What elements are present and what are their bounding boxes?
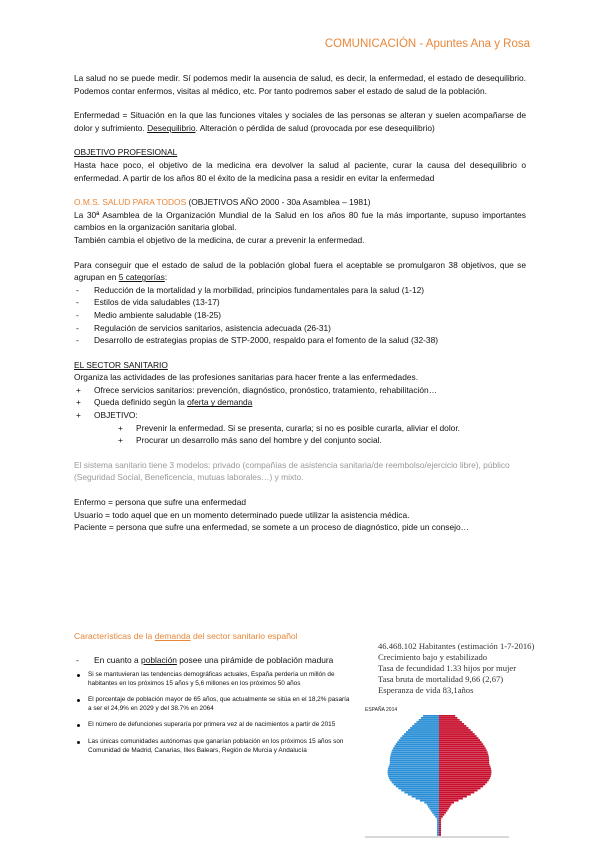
sector-heading: EL SECTOR SANITARIO [74,359,168,370]
list-item: El porcentaje de población mayor de 65 años, que actualmente se sitúa en el 18,2% pasaría a ser el 24,9% en 2029 y del 38.7% en 2064 [74,696,350,713]
pyramid-bar-female [439,765,490,767]
pyramid-bar-male [427,804,439,806]
caracteristicas-heading [74,631,350,641]
sector-item-3: OBJETIVO: [94,410,138,421]
pyramid-bar-female [439,759,489,761]
pyramid-bar-male [408,729,439,731]
oms-heading-rest: (OBJETIVOS AÑO 2000 - 30a Asamblea – 1981) [186,197,371,208]
pyramid-bar-male [434,814,439,816]
pyramid-bar-male [437,822,439,824]
demanda-term: demanda [154,631,191,641]
pyramid-bar-male [388,776,439,778]
pyramid-bar-male [400,737,439,739]
pyramid-bar-male [404,792,439,794]
pyramid-bar-female [439,753,488,755]
pyramid-bar-male [396,786,439,788]
pyramid-bar-male [437,824,439,826]
plus-marker: + [76,410,81,421]
list-item [74,409,526,447]
pyramid-bar-male [389,778,439,780]
modelos-text: El sistema sanitario tiene 3 modelos: privado (compañías de asistencia sanitaria/de reembolso/ejercicio libre), público (Seguridad Social, Beneficencia, mutuas laborales…) y mixto. [74,459,510,483]
pyramid-bar-female [439,761,489,763]
pyramid-bar-female [439,757,489,759]
pyramid-bar-female [439,808,449,810]
pyramid-bar-female [439,755,489,757]
stat-line: 46.468.102 Habitantes (estimación 1-7-2016) [378,641,535,651]
pyramid-bar-male [399,739,439,741]
pyramid-bar-male [437,830,439,832]
pyramid-bar-male [390,759,439,761]
pyramid-bar-male [423,715,439,717]
list-item [74,396,526,409]
pyramid-bar-female [439,826,441,828]
pyramid-bar-male [388,773,439,775]
pyramid-bar-male [408,794,439,796]
page-header-title: COMUNICACIÓN - Apuntes Ana y Rosa [324,38,530,50]
pyramid-bar-male [392,782,439,784]
pyramid-bar-female [439,798,463,800]
poblacion-line [74,655,350,665]
list-item: Las únicas comunidades autónomas que ganarían población en los próximos 15 años son Comunidad de Madrid, Canarias, Illes Balears, Región de Murcia y Andalucía [74,738,350,755]
stat-line: Tasa bruta de mortalidad 9,66 (2,67) [378,674,504,684]
pyramid-bar-female [439,717,457,719]
oms-text-1: La 30ª Asamblea de la Organización Mundial de la Salud en los años 80 fue la más importante, supuso importantes cambios en la organización sanitaria global. [74,209,526,233]
heading-part-b: del sector sanitario español [190,631,298,641]
objetivo-heading: OBJETIVO PROFESIONAL [74,147,178,158]
pyramid-bar-female [439,818,441,820]
pyramid-bar-male [437,832,439,834]
pyramid-bar-female [439,747,486,749]
pyramid-bar-male [435,816,439,818]
pyramid-bar-male [402,735,439,737]
pyramid-bar-male [390,780,439,782]
pyramid-bar-male [414,723,439,725]
pyramid-bar-male [397,741,439,743]
pyramid-bar-female [439,771,491,773]
pyramid-bar-male [396,743,439,745]
pyramid-bar-female [439,806,450,808]
pyramid-bar-female [439,822,441,824]
pyramid-bar-male [412,796,439,798]
pyramid-bar-male [401,790,439,792]
pyramid-bar-female [439,786,483,788]
list-item [94,422,526,435]
stat-line: Esperanza de vida 83,1años [378,685,474,695]
pyramid-bar-female [439,796,467,798]
pyramid-bar-male [394,745,439,747]
sector-item-1: Ofrece servicios sanitarios: prevención, diagnóstico, pronóstico, tratamiento, rehabilitación… [94,384,438,395]
list-item [94,434,526,447]
pyramid-bar-male [388,769,439,771]
pyramid-bar-female [439,802,454,804]
pyramid-bar-female [439,814,444,816]
pyramid-bar-male [391,751,439,753]
pyramid-bar-male [398,788,439,790]
list-item [74,384,526,397]
intro-paragraph: La salud no se puede medir. Sí podemos medir la ausencia de salud, es decir, la enfermedad, el estado de desequilibrio. Podemos contar enfermos, visitas al médico, etc. Por tanto podremos saber el estado de salud de la población. [74,73,526,96]
list-item: - Medio ambiente saludable (18-25) [74,309,526,322]
pyramid-bar-female [439,735,477,737]
pyramid-bar-female [439,776,491,778]
pyramid-bar-female [439,739,480,741]
pyramid-bar-male [416,798,439,800]
pyramid-label: ESPAÑA 2014 [365,707,398,713]
pyramid-bar-male [437,834,439,836]
pyramid-bar-male [417,721,439,723]
pyramid-bar-female [439,832,441,834]
enfermedad-definition [74,109,526,134]
categories-list [74,284,526,347]
pyramid-bar-female [439,749,487,751]
plus-marker: + [118,435,123,446]
desequilibrio-text: . Alteración o pérdida de salud (provocada por ese desequilibrio) [195,122,435,133]
pyramid-bar-female [439,743,483,745]
sector-list [74,384,526,447]
pyramid-bar-female [439,731,473,733]
oms-text-3 [74,259,526,284]
pyramid-bar-female [439,737,478,739]
enfermedad-text: Enfermedad = Situación en la que las funciones vitales y sociales de las personas se alteran y suelen acompañarse de dolor y sufrimiento. [74,110,526,133]
oms-heading-orange: O.M.S. SALUD PARA TODOS [74,197,187,208]
pyramid-bar-female [439,763,489,765]
enfermo-definition: Enfermo = persona que sufre una enfermedad [74,497,247,508]
stat-line: Tasa de fecundidad 1.33 hijos por mujer [378,663,517,673]
sector-text: Organiza las actividades de las profesiones sanitarias para hacer frente a las enfermedades. [74,372,419,383]
objetivo-sub-2: Procurar un desarrollo más sano del hombre y del conjunto social. [136,435,382,446]
pyramid-bar-female [439,828,441,830]
plus-marker: + [76,397,81,408]
pyramid-bar-female [439,751,488,753]
oms-heading [74,196,526,209]
list-item: - Desarrollo de estrategias propias de STP-2000, respaldo para el fomento de la salud (32-38) [74,334,526,347]
categorias-term: 5 categorías [118,272,165,283]
pyramid-bar-female [439,745,484,747]
pyramid-bar-female [439,741,482,743]
pyramid-bar-female [439,729,471,731]
objetivo-text: Hasta hace poco, el objetivo de la medicina era devolver la salud al paciente, curar la causa del desequilibrio o enfermedad. A partir de los años 80 el éxito de la medicina pasa a residir en evitar la enfermedad [74,159,526,183]
pyramid-bar-male [393,747,439,749]
pyramid-bar-male [390,761,439,763]
sector-item-2: Queda definido según la [94,397,188,408]
list-item: - Reducción de la mortalidad y la morbilidad, principios fundamentales para la salud (1-12) [74,284,526,297]
stat-line: Crecimiento bajo y estabilizado [378,652,488,662]
pyramid-bar-male [428,806,439,808]
document-body [74,72,526,534]
poblacion-b: posee una pirámide de población madura [176,655,334,665]
pyramid-bar-female [439,820,441,822]
pyramid-bar-female [439,727,469,729]
pyramid-bar-male [421,717,439,719]
pyramid-bar-female [439,780,489,782]
objetivo-sub-1: Prevenir la enfermedad. Si se presenta, curarla; si no es posible curarla, aliviar el dolor. [136,422,460,433]
list-item: Si se mantuvieran las tendencias demográficas actuales, España perdería un millón de habitantes en los próximos 15 años y 5,6 millones en los próximos 50 años [74,671,350,688]
pyramid-bar-female [439,794,471,796]
pyramid-bar-female [439,778,490,780]
pyramid-bar-male [432,812,439,814]
pyramid-bar-male [392,749,439,751]
pyramid-bar-female [439,715,455,717]
list-item: El número de defunciones superaría por primera vez al de nacimientos a partir de 2015 [74,721,350,730]
oms-text-3a: Para conseguir que el estado de salud de la población global fuera el aceptable se promulgaron 38 objetivos, que se agrupan en [74,259,526,283]
pyramid-bar-male [390,763,439,765]
stats-block [378,641,558,696]
pyramid-bar-male [390,757,439,759]
plus-marker: + [76,384,81,395]
pyramid-bar-male [437,826,439,828]
pyramid-bar-male [419,719,439,721]
pyramid-bar-female [439,784,485,786]
pyramid-bar-female [439,782,487,784]
demografia-bullets [74,671,350,755]
pyramid-bar-male [437,818,439,820]
pyramid-bar-male [388,771,439,773]
oms-text-3b: : [164,272,168,283]
plus-marker: + [118,422,123,433]
pyramid-bar-male [429,808,439,810]
pyramid-bar-male [390,755,439,757]
pyramid-bar-male [394,784,439,786]
pyramid-bar-female [439,733,475,735]
pyramid-bar-female [439,800,459,802]
pyramid-bar-male [437,820,439,822]
pyramid-bar-male [404,733,439,735]
pyramid-bar-female [439,723,464,725]
pyramid-bar-female [439,816,443,818]
heading-part-a: Características de la [74,631,155,641]
pyramid-bar-female [439,719,460,721]
demanda-left-column [74,631,350,763]
oferta-demanda-term: oferta y demanda [187,397,253,408]
population-pyramid-image [361,703,513,843]
pyramid-bar-male [424,802,439,804]
pyramid-bar-male [391,753,439,755]
pyramid-bar-female [439,834,441,836]
pyramid-bar-female [439,804,451,806]
pyramid-bar-female [439,773,491,775]
paciente-definition: Paciente = persona que sufre una enfermedad, se somete a un proceso de diagnóstico, pide un consejo… [74,522,470,533]
poblacion-term: población [141,655,177,665]
desequilibrio-term: Desequilibrio [147,122,196,133]
pyramid-bar-male [410,727,439,729]
list-item: - Estilos de vida saludables (13-17) [74,296,526,309]
pyramid-bar-female [439,769,491,771]
pyramid-bar-male [437,828,439,830]
pyramid-bar-female [439,725,466,727]
pyramid-bar-male [388,767,439,769]
pyramid-bar-male [389,765,439,767]
pyramid-bar-female [439,824,441,826]
pyramid-bar-female [439,767,491,769]
pyramid-bar-male [420,800,439,802]
pyramid-bar-male [406,731,439,733]
pyramid-bars [388,715,492,836]
poblacion-a: En cuanto a [94,655,142,665]
pyramid-bar-female [439,790,478,792]
pyramid-bar-female [439,810,447,812]
objetivo-sublist [94,422,526,447]
usuario-definition: Usuario = todo aquel que en un momento determinado puede utilizar la asistencia médica. [74,509,410,520]
pyramid-bar-female [439,830,441,832]
list-item: - Regulación de servicios sanitarios, asistencia adecuada (26-31) [74,322,526,335]
pyramid-bar-male [412,725,439,727]
pyramid-bar-female [439,721,462,723]
pyramid-bar-male [431,810,439,812]
pyramid-bar-female [439,792,474,794]
pyramid-bar-female [439,812,446,814]
pyramid-bar-female [439,788,480,790]
oms-text-2: También cambia el objetivo de la medicina, de curar a prevenir la enfermedad. [74,234,365,245]
